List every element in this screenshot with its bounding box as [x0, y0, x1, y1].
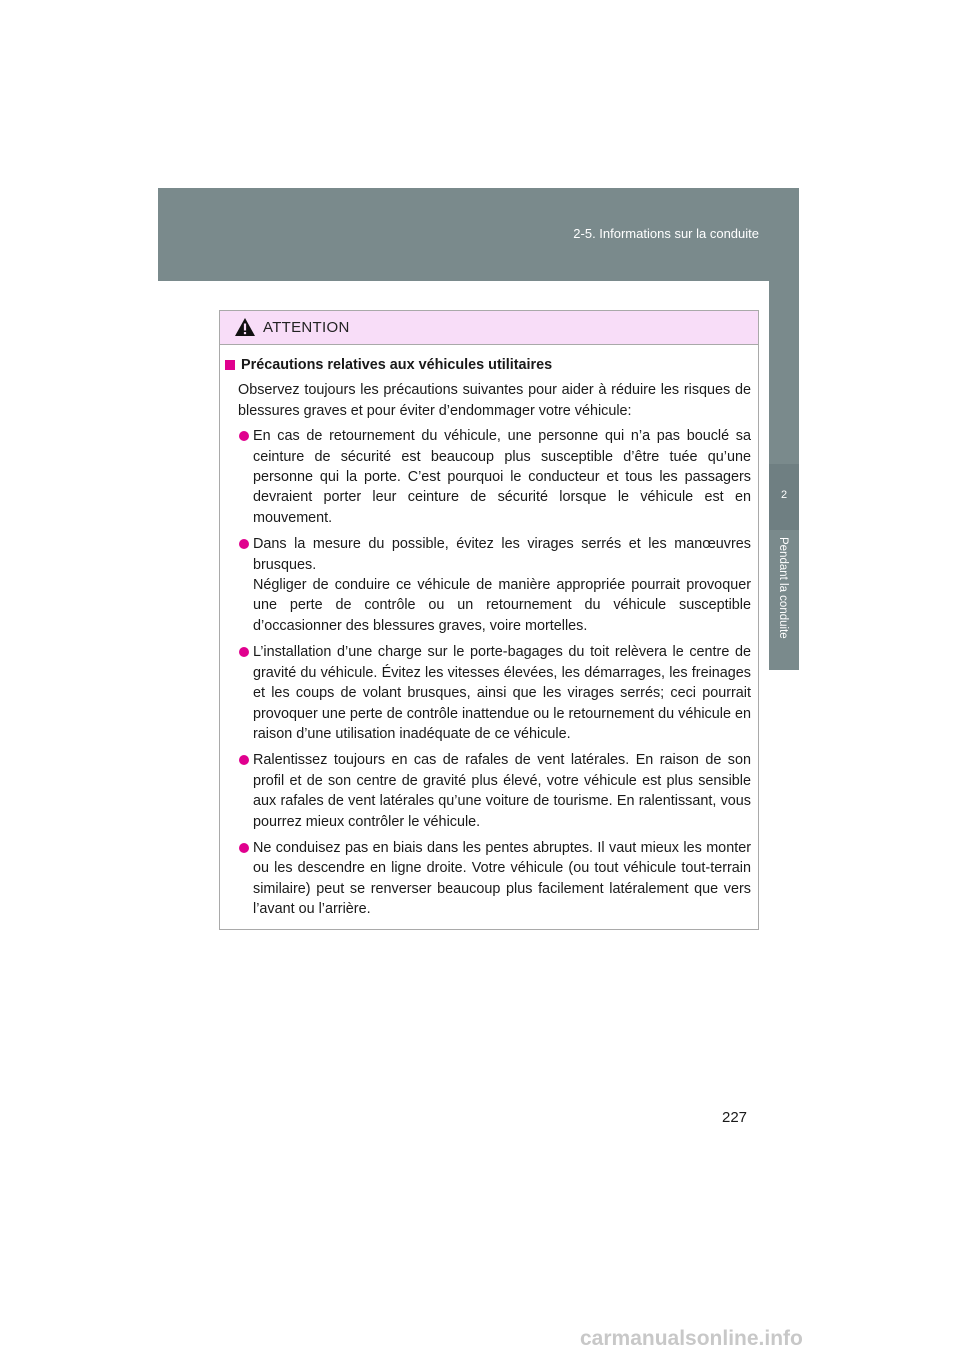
list-item — [224, 426, 751, 528]
warning-triangle-icon — [234, 317, 256, 337]
attention-title: ATTENTION — [263, 319, 350, 336]
section-heading — [224, 355, 751, 375]
bullet-text: Négliger de conduire ce véhicule de manière appropriée pourrait provoquer une perte de contrôle ou un retournement du véhicule susceptible d’occasionner des blessures graves, voire mortelles. — [253, 577, 751, 634]
chapter-label: Pendant la conduite — [777, 537, 789, 639]
dot-bullet-icon — [239, 647, 249, 657]
list-item — [224, 642, 751, 744]
section-header-band — [158, 188, 799, 281]
page-number: 227 — [722, 1109, 748, 1126]
section-title: 2-5. Informations sur la conduite — [573, 226, 759, 241]
chapter-number: 2 — [780, 489, 788, 501]
dot-bullet-icon — [239, 431, 249, 441]
section-heading-text: Précautions relatives aux véhicules utilitaires — [241, 357, 553, 373]
watermark[interactable]: carmanualsonline.info — [580, 1327, 803, 1350]
dot-bullet-icon — [239, 755, 249, 765]
side-tab-upper — [769, 188, 799, 464]
chapter-tab — [769, 464, 799, 530]
bullet-text: En cas de retournement du véhicule, une personne qui n’a pas bouclé sa ceinture de sécurité est beaucoup plus susceptible d’être tuée qu’une personne qui la porte. C’est pourquoi le conducteur et tous les passagers devraient porter leur ceinture de sécurité lorsque le véhicule est en mouvement. — [253, 428, 751, 526]
list-item — [224, 838, 751, 920]
attention-body — [220, 345, 758, 920]
attention-header — [220, 311, 758, 345]
intro-paragraph: Observez toujours les précautions suivantes pour aider à réduire les risques de blessures graves et pour éviter d’endommager votre véhicule: — [238, 382, 751, 419]
dot-bullet-icon — [239, 539, 249, 549]
list-item — [224, 534, 751, 636]
attention-box — [219, 310, 759, 930]
bullet-text: L’installation d’une charge sur le porte-bagages du toit relèvera le centre de gravité du véhicule. Évitez les vitesses élevées, les démarrages, les freinages et les coups de volant brusques, ainsi que les virages serrés; ceci pourrait provoquer une perte de contrôle inattendue ou le retournement du véhicule en raison d’une utilisation inadéquate de ce véhicule. — [253, 644, 751, 742]
bullet-text: Ralentissez toujours en cas de rafales de vent latérales. En raison de son profil et de son centre de gravité plus élevé, votre véhicule est plus sensible aux rafales de vent latérales qu’une voiture de tourisme. En ralentissant, vous pourrez mieux contrôler le véhicule. — [253, 752, 751, 830]
square-bullet-icon — [225, 360, 235, 370]
side-tab-lower — [769, 530, 799, 670]
dot-bullet-icon — [239, 843, 249, 853]
bullet-text: Ne conduisez pas en biais dans les pentes abruptes. Il vaut mieux les monter ou les descendre en ligne droite. Votre véhicule (ou tout véhicule tout-terrain similaire) peut se renverser beaucoup plus facilement latéralement que vers l’avant ou l’arrière. — [253, 839, 751, 918]
precaution-list — [224, 426, 751, 919]
list-item — [224, 750, 751, 832]
bullet-text: Dans la mesure du possible, évitez les virages serrés et les manœuvres brusques. — [253, 536, 751, 573]
